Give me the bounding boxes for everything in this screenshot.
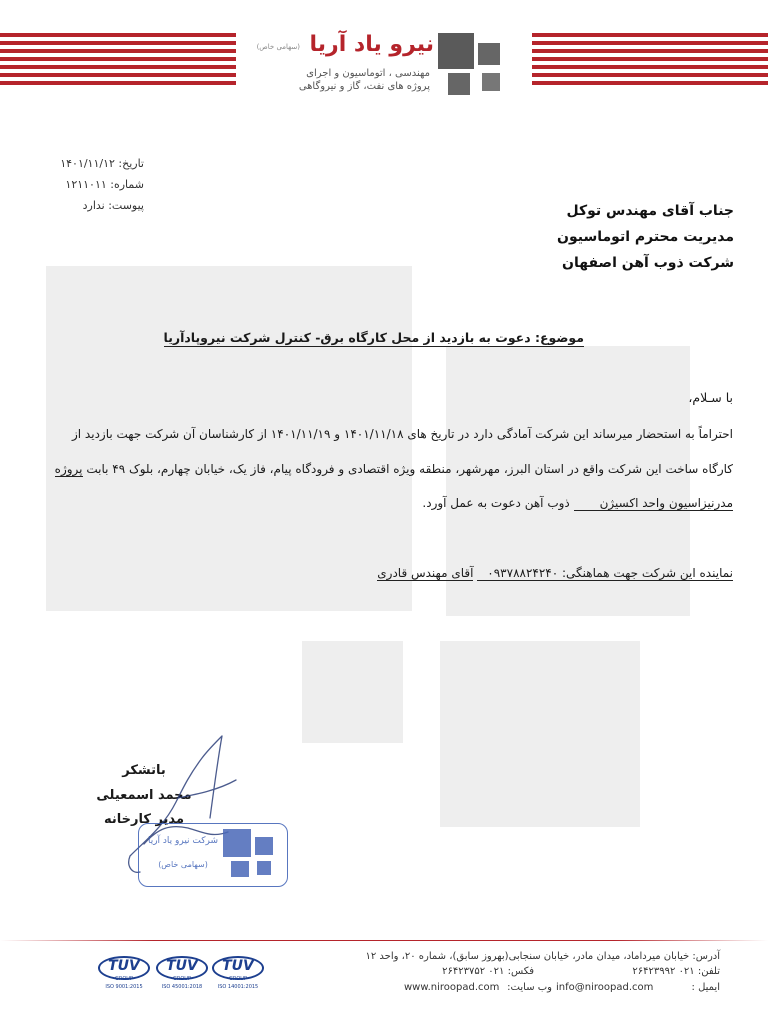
company-stamp (138, 823, 288, 887)
signature-closing: باتشکر (122, 763, 166, 778)
footer-email[interactable]: info@niroopad.com (556, 982, 654, 993)
watermark-square (302, 641, 403, 743)
signature-name: محمد اسمعیلی (96, 788, 192, 803)
company-name (300, 32, 434, 60)
body-line-1: احتراماً به استحضار میرساند این شرکت آمادگی دارد در تاریخ های ۱۴۰۱/۱۱/۱۸ و ۱۴۰۱/۱۱/۱۹ از کارشناسان آن شرکت جهت بازدید از (71, 427, 733, 441)
company-tagline-2: پروژه های نفت، گاز و نیروگاهی (298, 81, 430, 92)
tuv-cert-iso45001 (156, 956, 206, 994)
recipient-line-3: شرکت ذوب آهن اصفهان (562, 255, 734, 271)
footer-fax: فکس: ۰۲۱ ۲۶۴۲۳۷۵۲ (442, 966, 534, 977)
tuv-iso-text: ISO 14001:2015 (217, 984, 259, 990)
footer-divider (0, 940, 768, 941)
header-stripes-right (532, 33, 768, 85)
tuv-group-text: GROUP (229, 976, 247, 982)
recipient-line-1: جناب آقای مهندس توکل (566, 203, 734, 219)
signature-title: مدیر کارخانه (104, 812, 184, 827)
representative-label: نماینده این شرکت جهت هماهنگی: ۰۹۳۷۸۸۲۴۲۴۰ (477, 566, 733, 581)
watermark-square (440, 641, 640, 827)
tuv-iso-text: ISO 9001:2015 (105, 984, 143, 990)
recipient-line-2: مدیریت محترم اتوماسیون (557, 229, 734, 245)
representative-line (300, 566, 733, 580)
body-line-2-text: کارگاه ساخت این شرکت واقع در استان البرز، مهرشهر، منطقه ویژه اقتصادی و فرودگاه پیام، فاز یک، خیابان چهارم، بلوک ۴۹ بابت (86, 462, 733, 476)
company-type: (سهامی خاص) (256, 43, 300, 51)
company-tagline-1: مهندسی ، اتوماسیون و اجرای (306, 68, 430, 79)
project-word: پروژه (54, 462, 83, 476)
footer-email-label: ایمیل : (691, 982, 720, 993)
stamp-logo-icon (223, 829, 281, 879)
tuv-logo-text: TUV (166, 958, 198, 974)
letter-subject (150, 327, 584, 346)
representative-name: آقای مهندس قادری (377, 566, 474, 580)
tuv-cert-iso14001 (212, 956, 262, 994)
subject-text: موضوع: دعوت به بازدید از محل کارگاه برق- کنترل شرکت نیروپادآریا (163, 330, 584, 345)
stamp-text-2: (سهامی خاص) (158, 860, 208, 869)
header-stripes-left (0, 33, 236, 85)
tuv-group-text: GROUP (115, 976, 133, 982)
company-logo-icon (438, 33, 514, 95)
stamp-text-1: شرکت نیرو یاد آریا (147, 836, 219, 846)
tuv-iso-text: ISO 45001:2018 (161, 984, 203, 990)
footer-phone: تلفن: ۰۲۱ ۲۶۴۲۳۹۹۲ (632, 966, 720, 977)
body-line-3-project: مدرنیزاسیون واحد اکسیژن (574, 496, 733, 511)
tuv-logo-text: TUV (108, 958, 140, 974)
body-line-2 (30, 462, 733, 476)
tuv-group-text: GROUP (173, 976, 191, 982)
tuv-logo-text: TUV (222, 958, 254, 974)
body-line-3-text: ذوب آهن دعوت به عمل آورد. (422, 496, 570, 510)
footer-address: آدرس: خیابان میرداماد، میدان مادر، خیابان سنجابی(بهروز سابق)، شماره ۲۰، واحد ۱۲ (365, 951, 720, 962)
letter-date: تاریخ: ۱۴۰۱/۱۱/۱۲ (60, 157, 144, 170)
footer-website[interactable]: www.niroopad.com (404, 982, 500, 993)
company-name-text: نیرو یاد آریا (309, 32, 434, 57)
tuv-cert-iso9001 (98, 956, 148, 994)
footer-website-label: وب سایت: (507, 982, 552, 993)
letter-attachment: پیوست: ندارد (82, 199, 144, 212)
letter-number: شماره: ۱۲۱۱۰۱۱ (65, 178, 144, 191)
body-line-3 (300, 496, 733, 510)
greeting: با سـلام، (688, 390, 733, 405)
